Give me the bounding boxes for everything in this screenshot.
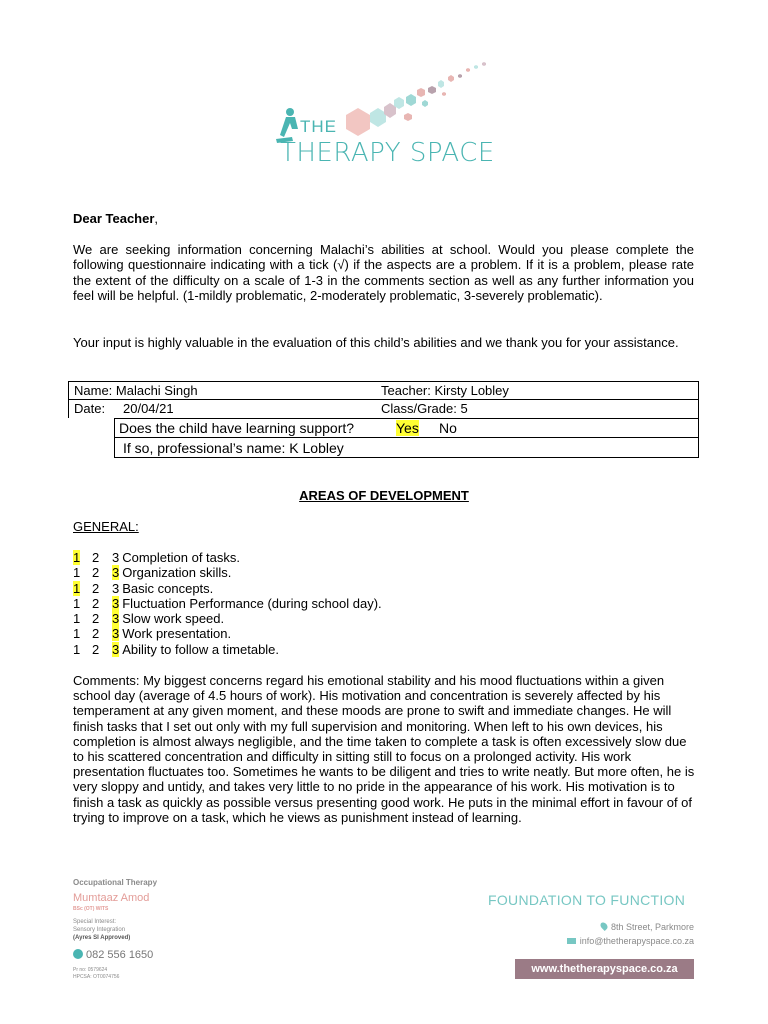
rating-item [73,596,382,611]
rating-scale-3: 3 [112,580,120,596]
rating-selected: 1 [73,580,81,596]
location-pin-icon [599,921,609,931]
date-value: 20/04/21 [123,401,174,416]
footer-tagline: FOUNDATION TO FUNCTION [488,892,686,908]
rating-item [73,581,382,596]
rating-scale-1 [73,581,92,596]
rating-selected: 3 [112,626,120,642]
support-yes: Yes [396,420,419,436]
rating-label: Basic concepts. [122,580,214,596]
info-row-support [114,418,699,438]
rating-selected: 1 [73,550,81,565]
footer-sensory: Sensory Integration [73,927,126,933]
rating-list [73,550,382,657]
date-label: Date: [74,401,106,416]
info-row-date [68,399,699,418]
mail-icon [567,938,576,944]
areas-title: AREAS OF DEVELOPMENT [299,488,469,503]
rating-selected: 3 [112,611,120,627]
info-row-professional [114,437,699,458]
class-grade: Class/Grade: 5 [381,401,468,416]
greeting-text: Dear Teacher [73,211,155,226]
rating-selected: 3 [112,595,120,611]
footer-hpcsa: HPCSA: OT0074756 [73,974,120,980]
rating-scale-1: 1 [73,595,81,611]
rating-scale-2: 2 [92,611,100,627]
footer-phone [73,949,153,961]
rating-selected: 3 [112,641,120,657]
rating-item [73,626,382,641]
footer-email [567,936,694,946]
footer [0,870,768,1024]
rating-label: Organization skills. [122,565,232,581]
teacher-name: Teacher: Kirsty Lobley [381,383,509,398]
rating-label: Completion of tasks. [122,550,241,565]
rating-scale-2: 2 [92,595,100,611]
hexagon-cluster [346,62,486,136]
footer-therapist-name: Mumtaaz Amod [73,892,150,904]
rating-scale-3 [112,642,119,657]
rating-scale-3 [112,596,119,611]
rating-label: Fluctuation Performance (during school day). [122,595,382,611]
logo-text-the: THE [300,117,337,136]
rating-scale-2: 2 [92,580,100,596]
footer-address [601,922,694,932]
rating-scale-1 [73,550,92,565]
professional-name: If so, professional’s name: K Lobley [123,440,344,456]
logo-text-main: THERAPY SPACE [280,138,495,168]
greeting [73,211,158,226]
rating-scale-3 [112,565,119,580]
rating-item [73,642,382,657]
rating-label: Work presentation. [122,626,232,642]
rating-scale-1: 1 [73,611,81,627]
footer-address-text: 8th Street, Parkmore [610,922,694,932]
rating-scale-2: 2 [92,550,100,565]
general-heading: GENERAL: [73,519,139,534]
footer-website[interactable]: www.thetherapyspace.co.za [515,959,694,979]
rating-selected: 3 [112,565,120,581]
footer-phone-number: 082 556 1650 [86,949,154,961]
rating-scale-1: 1 [73,565,81,581]
footer-ot: Occupational Therapy [73,878,158,887]
rating-item [73,565,382,580]
rating-scale-3: 3 [112,550,120,565]
greeting-comma: , [154,211,159,226]
student-name: Name: Malachi Singh [74,383,198,398]
rating-item [73,611,382,626]
footer-ayres: (Ayres SI Approved) [73,935,131,941]
rating-item [73,550,382,565]
rating-label: Slow work speed. [122,611,225,627]
info-row-name [68,381,699,400]
comments: Comments: My biggest concerns regard his emotional stability and his mood fluctuations within a given school day (average of 4.5 hours of work). His motivation and concentration is severely affected by his temperament at any given moment, and these moods are prone to swift and immediate changes. He will finish tasks that I set out only with my full supervision and monitoring. When left to his own devices, his completion is almost always negligible, and the time taken to complete a task is often excessively slow due to his scattered concentration and difficulty in sitting still to focus on a prolonged activity. His work presentation fluctuates too. Sometimes he wants to be diligent and tries to write neatly. But more often, he is very sloppy and untidy, and takes very little to no pride in the appearance of his work. His motivation is to finish a task as quickly as possible versus presenting good work. He puts in the minimal effort in favour of of trying to improve on a task, which he views as punishment instead of learning. [73,673,695,825]
intro-paragraph: We are seeking information concerning Malachi’s abilities at school. Would you please complete the following questionnaire indicating with a tick (√) if the aspects are a problem. If it is a problem, please rate the extent of the difficulty on a scale of 1-3 in the comments section as well as any further information you feel will be helpful. (1-mildly problematic, 2-moderately problematic, 3-severely problematic). [73,242,694,303]
rating-scale-2: 2 [92,565,100,581]
rating-scale-3 [112,626,119,641]
rating-scale-1: 1 [73,641,81,657]
rating-scale-2: 2 [92,626,100,642]
footer-degree: BSc (OT) WITS [73,906,109,912]
footer-pr-number: Pr no: 0579624 [73,967,108,973]
support-question: Does the child have learning support? [119,420,355,436]
footer-email-text[interactable]: info@thetherapyspace.co.za [579,936,694,946]
rating-label: Ability to follow a timetable. [122,641,280,657]
rating-scale-3 [112,611,119,626]
phone-icon [73,949,83,959]
rating-scale-2: 2 [92,641,100,657]
footer-special-interest: Special Interest: [73,919,117,925]
rating-scale-1: 1 [73,626,81,642]
thanks-paragraph: Your input is highly valuable in the evaluation of this child’s abilities and we thank you for your assistance. [73,335,679,350]
support-no: No [439,420,457,436]
